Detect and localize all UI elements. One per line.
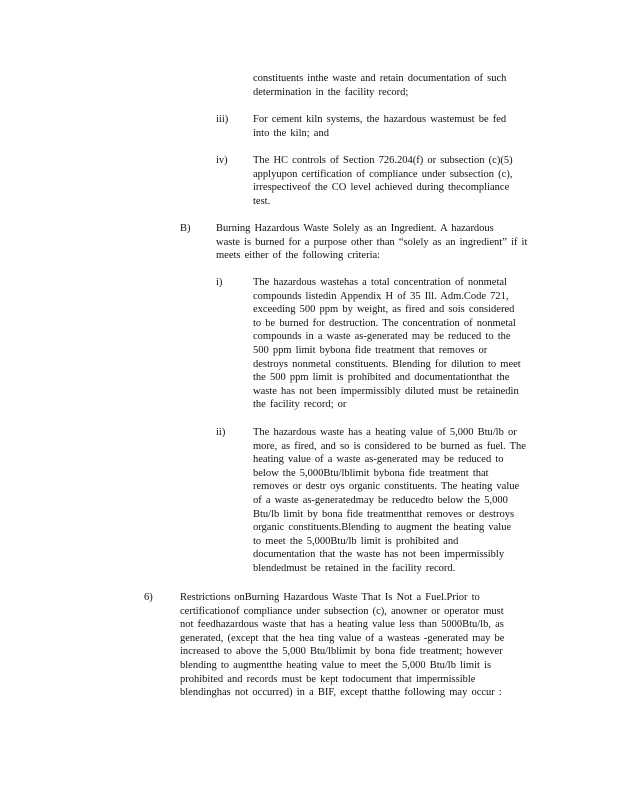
text-line: blendedmust be retained in the facility record.	[253, 562, 456, 574]
text-line: blendinghas not occurred) in a BIF, except thatthe following may occur :	[180, 687, 502, 699]
text-line: irrespectiveof the CO level achieved during thecompliance	[253, 182, 510, 194]
text-line: the 500 ppm limit is prohibited and documentationthat the	[253, 372, 510, 384]
item-b-ii-text	[253, 426, 545, 576]
item-iii-marker: iii)	[216, 114, 229, 125]
text-line: constituents inthe waste and retain documentation of such	[253, 73, 507, 84]
text-line: to meet the 5,000Btu/lb limit is prohibited and	[253, 535, 459, 547]
text-line: meets either of the following criteria:	[216, 250, 381, 262]
text-line: compounds in a waste as-generated may be reduced to the	[253, 331, 511, 343]
text-line: heating value of a waste as-generated may be reduced to	[253, 454, 504, 466]
item-6-text	[180, 591, 534, 700]
text-line: For cement kiln systems, the hazardous wastemust be fed	[253, 114, 507, 125]
text-line: to be burned for destruction. The concentration of nonmetal	[253, 317, 516, 329]
text-line: organic constituents.Blending to augment the heating value	[253, 522, 512, 534]
continuation-paragraph	[253, 72, 529, 99]
item-iv-text	[253, 154, 537, 208]
text-line: below the 5,000Btu/lblimit bybona fide treatment that	[253, 467, 489, 479]
item-b-marker: B)	[180, 223, 191, 234]
text-line: test.	[253, 195, 271, 207]
text-line: Btu/lb limit by bona fide treatmentthat removes or destroys	[253, 508, 515, 520]
text-line: certificationof compliance under subsection (c), anowner or operator must	[180, 605, 504, 617]
text-line: waste has not been impermissibly diluted must be retainedin	[253, 385, 519, 397]
text-line: destroys nonmetal constituents. Blending for dilution to meet	[253, 358, 521, 370]
text-line: exceeding 500 ppm by weight, as fired and sois considered	[253, 304, 515, 316]
text-line: Burning Hazardous Waste Solely as an Ingredient. A hazardous	[216, 223, 494, 234]
text-line: compounds listedin Appendix H of 35 Ill. Adm.Code 721,	[253, 290, 509, 302]
text-line: waste is burned for a purpose other than “solely as an ingredient” if it	[216, 236, 528, 248]
text-line: The hazardous waste has a heating value of 5,000 Btu/lb or	[253, 427, 517, 438]
text-line: Restrictions onBurning Hazardous Waste That Is Not a Fuel.Prior to	[180, 592, 480, 603]
text-line: The HC controls of Section 726.204(f) or subsection (c)(5)	[253, 155, 513, 166]
text-line: increased to above the 5,000 Btu/lblimit by bona fide treatment; however	[180, 646, 503, 658]
item-iv-marker: iv)	[216, 155, 228, 166]
text-line: 500 ppm limit bybona fide treatment that removes or	[253, 344, 488, 356]
text-line: applyupon certification of compliance under subsection (c),	[253, 168, 513, 180]
text-line: removes or destr oys organic constituents. The heating value	[253, 481, 520, 493]
item-b-i-text	[253, 276, 545, 412]
text-line: generated, (except that the hea ting value of a wasteas -generated may be	[180, 632, 505, 644]
item-iii-text	[253, 113, 527, 140]
text-line: of a waste as-generatedmay be reducedto below the 5,000	[253, 494, 508, 506]
item-6-marker: 6)	[144, 592, 153, 603]
text-line: blending to augmentthe heating value to meet the 5,000 Btu/lb limit is	[180, 659, 492, 671]
item-b-i-marker: i)	[216, 277, 223, 288]
text-line: more, as fired, and so is considered to be burned as fuel. The	[253, 440, 526, 452]
text-line: into the kiln; and	[253, 127, 329, 139]
text-line: not feedhazardous waste that has a heating value less than 5000Btu/lb, as	[180, 619, 504, 631]
text-line: documentation that the waste has not been impermissibly	[253, 549, 505, 561]
text-line: prohibited and records must be kept todocument that impermissible	[180, 673, 476, 685]
item-b-text	[216, 222, 550, 263]
text-line: the facility record; or	[253, 399, 347, 411]
item-b-ii-marker: ii)	[216, 427, 226, 438]
text-line: determination in the facility record;	[253, 86, 409, 98]
text-line: The hazardous wastehas a total concentration of nonmetal	[253, 277, 507, 288]
